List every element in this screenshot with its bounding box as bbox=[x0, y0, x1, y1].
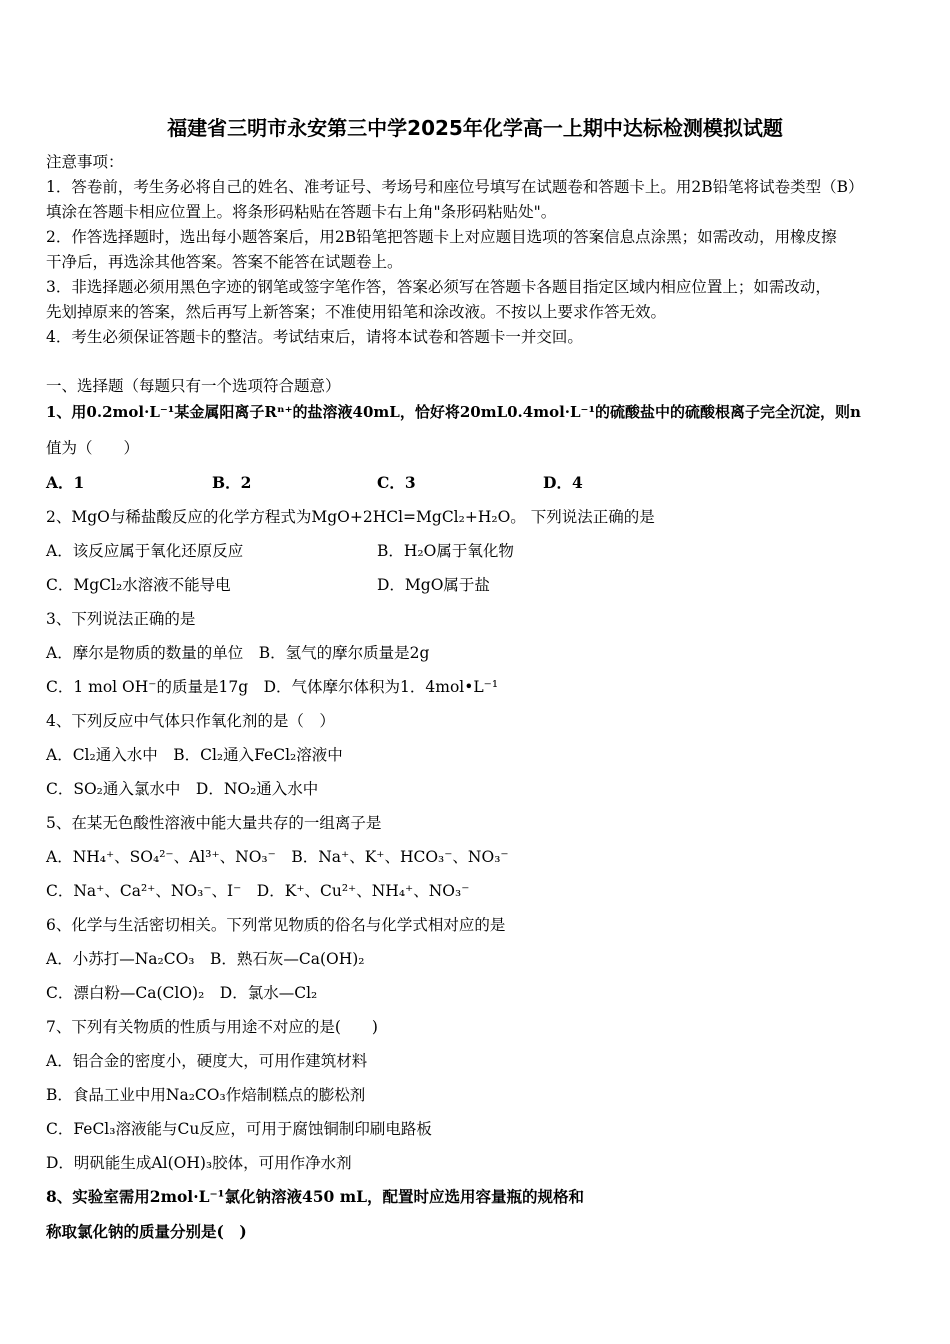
question-8-stem: 8、实验室需用2mol·L⁻¹氯化钠溶液450 mL，配置时应选用容量瓶的规格和 bbox=[46, 1187, 585, 1206]
question-5-options-cd: C．Na⁺、Ca²⁺、NO₃⁻、I⁻ D．K⁺、Cu²⁺、NH₄⁺、NO₃⁻ bbox=[46, 882, 470, 900]
question-1-option-a: A．1 bbox=[46, 473, 85, 492]
question-7-option-b: B．食品工业中用Na₂CO₃作焙制糕点的膨松剂 bbox=[46, 1086, 366, 1104]
notice-line: 填涂在答题卡相应位置上。将条形码粘贴在答题卡右上角"条形码粘贴处"。 bbox=[46, 203, 557, 221]
question-2-option-c: C．MgCl₂水溶液不能导电 bbox=[46, 576, 231, 594]
notice-heading: 注意事项： bbox=[46, 153, 124, 171]
notice-line: 4．考生必须保证答题卡的整洁。考试结束后，请将本试卷和答题卡一并交回。 bbox=[46, 328, 583, 346]
question-7-option-d: D．明矾能生成Al(OH)₃胶体，可用作净水剂 bbox=[46, 1154, 352, 1172]
question-6-options-ab: A．小苏打—Na₂CO₃ B．熟石灰—Ca(OH)₂ bbox=[46, 950, 365, 968]
notice-line: 干净后，再选涂其他答案。答案不能答在试题卷上。 bbox=[46, 253, 403, 271]
question-2-option-b: B．H₂O属于氧化物 bbox=[377, 542, 514, 560]
question-6-options-cd: C．漂白粉—Ca(ClO)₂ D．氯水—Cl₂ bbox=[46, 984, 318, 1002]
page-title: 福建省三明市永安第三中学2025年化学高一上期中达标检测模拟试题 bbox=[167, 116, 783, 140]
question-8-stem-cont: 称取氯化钠的质量分别是( ) bbox=[46, 1222, 247, 1241]
section-heading: 一、选择题（每题只有一个选项符合题意） bbox=[46, 377, 341, 395]
notice-line: 1．答卷前，考生务必将自己的姓名、准考证号、考场号和座位号填写在试题卷和答题卡上。用2B铅笔将试卷类型（B） bbox=[46, 178, 864, 196]
question-6-stem: 6、化学与生活密切相关。下列常见物质的俗名与化学式相对应的是 bbox=[46, 916, 506, 934]
question-2-stem: 2、MgO与稀盐酸反应的化学方程式为MgO+2HCl=MgCl₂+H₂O。 下列说法正确的是 bbox=[46, 508, 655, 526]
question-1-stem: 1、用0.2mol·L⁻¹某金属阳离子Rⁿ⁺的盐溶液40mL，恰好将20mL0.4mol·L⁻¹的硫酸盐中的硫酸根离子完全沉淀，则n bbox=[46, 403, 861, 421]
question-5-stem: 5、在某无色酸性溶液中能大量共存的一组离子是 bbox=[46, 814, 382, 832]
question-5-options-ab: A．NH₄⁺、SO₄²⁻、Al³⁺、NO₃⁻ B．Na⁺、K⁺、HCO₃⁻、NO₃⁻ bbox=[46, 848, 509, 866]
question-3-stem: 3、下列说法正确的是 bbox=[46, 610, 196, 628]
question-2-option-a: A．该反应属于氧化还原反应 bbox=[46, 542, 244, 560]
question-2-option-d: D．MgO属于盐 bbox=[377, 576, 490, 594]
question-1-option-b: B．2 bbox=[212, 473, 252, 492]
question-3-options-cd: C．1 mol OH⁻的质量是17g D．气体摩尔体积为1．4mol•L⁻¹ bbox=[46, 678, 499, 696]
question-3-options-ab: A．摩尔是物质的数量的单位 B．氢气的摩尔质量是2g bbox=[46, 644, 430, 662]
question-7-option-c: C．FeCl₃溶液能与Cu反应，可用于腐蚀铜制印刷电路板 bbox=[46, 1120, 432, 1138]
notice-line: 先划掉原来的答案，然后再写上新答案；不准使用铅笔和涂改液。不按以上要求作答无效。 bbox=[46, 303, 667, 321]
question-4-stem: 4、下列反应中气体只作氧化剂的是（ ） bbox=[46, 712, 335, 730]
question-1-option-d: D．4 bbox=[543, 473, 583, 492]
question-1-option-c: C．3 bbox=[377, 473, 416, 492]
question-4-options-ab: A．Cl₂通入水中 B．Cl₂通入FeCl₂溶液中 bbox=[46, 746, 343, 764]
notice-line: 2．作答选择题时，选出每小题答案后，用2B铅笔把答题卡上对应题目选项的答案信息点涂黑；如需改动，用橡皮擦 bbox=[46, 228, 837, 246]
question-7-stem: 7、下列有关物质的性质与用途不对应的是( ) bbox=[46, 1018, 378, 1036]
notice-line: 3．非选择题必须用黑色字迹的钢笔或签字笔作答，答案必须写在答题卡各题目指定区域内相应位置上；如需改动， bbox=[46, 278, 831, 296]
question-1-stem-cont: 值为（ ） bbox=[46, 439, 140, 457]
question-4-options-cd: C．SO₂通入氯水中 D．NO₂通入水中 bbox=[46, 780, 319, 798]
question-7-option-a: A．铝合金的密度小，硬度大，可用作建筑材料 bbox=[46, 1052, 368, 1070]
